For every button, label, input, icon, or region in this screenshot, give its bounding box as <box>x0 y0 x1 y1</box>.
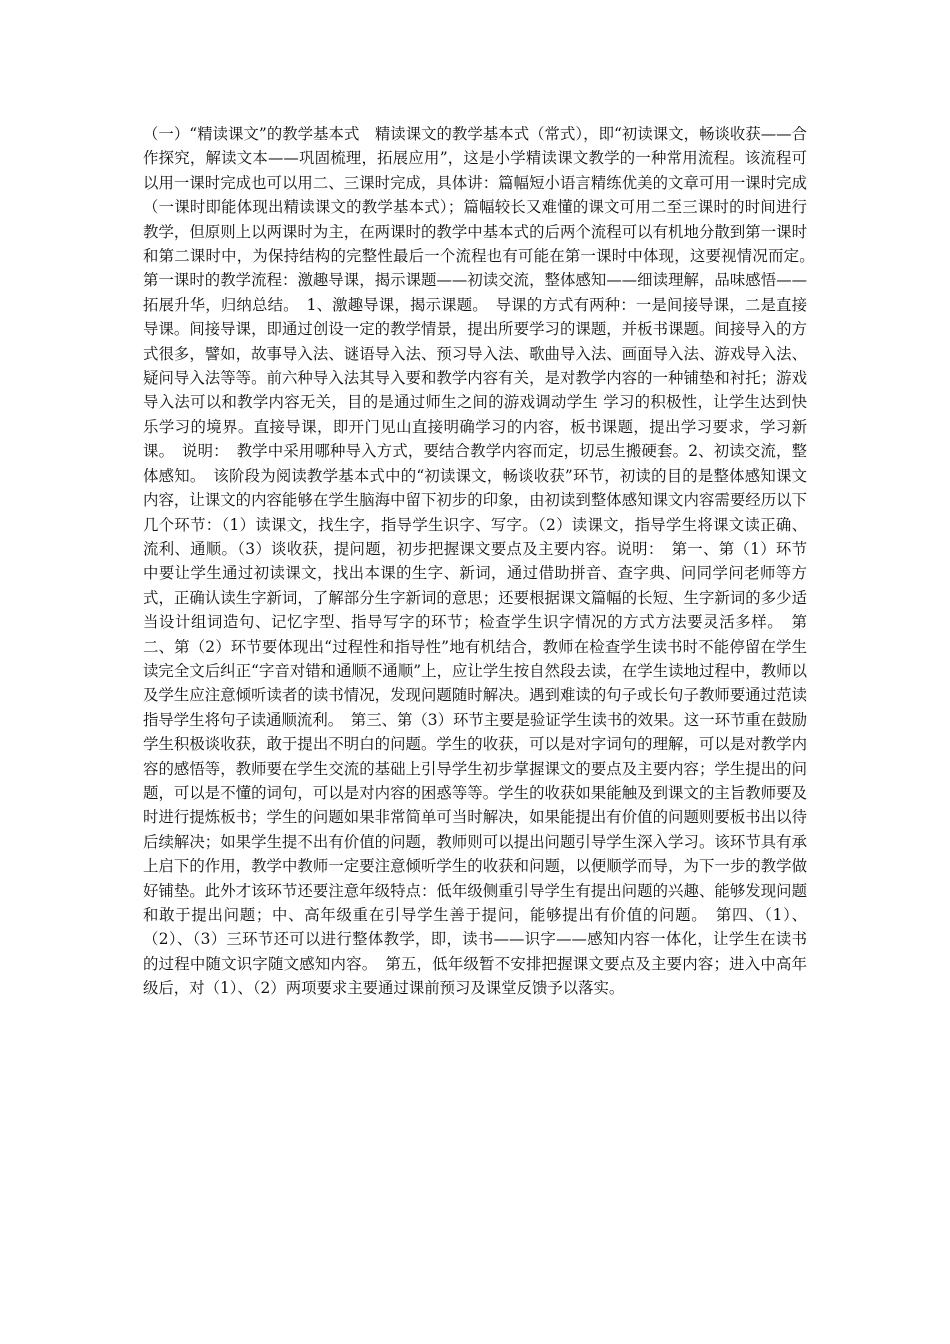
body-paragraph: （一）“精读课文”的教学基本式 精读课文的教学基本式（常式），即“初读课文，畅谈收获——合作探究，解读文本——巩固梳理，拓展应用”，这是小学精读课文教学的一种常用流程。该流程可以用一课时完成也可以用二、三课时完成，具体讲：篇幅短小语言精练优美的文章可用一课时完成（一课时即能体现出精读课文的教学基本式）；篇幅较长又难懂的课文可用二至三课时的时间进行教学，但原则上以两课时为主，在两课时的教学中基本式的后两个流程可以有机地分散到第一课时和第二课时中，为保持结构的完整性最后一个流程也有可能在第一课时中体现，这要视情况而定。 第一课时的教学流程：激趣导课，揭示课题——初读交流，整体感知——细读理解，品味感悟——拓展升华，归纳总结。 1、激趣导课，揭示课题。 导课的方式有两种：一是间接导课，二是直接导课。间接导课，即通过创设一定的教学情景，提出所要学习的课题，并板书课题。间接导入的方式很多，譬如，故事导入法、谜语导入法、预习导入法、歌曲导入法、画面导入法、游戏导入法、疑问导入法等等。前六种导入法其导入要和教学内容有关，是对教学内容的一种铺垫和衬托；游戏导入法可以和教学内容无关，目的是通过师生之间的游戏调动学生 学习的积极性，让学生达到快乐学习的境界。直接导课，即开门见山直接明确学习的内容，板书课题，提出学习要求，学习新课。 说明： 教学中采用哪种导入方式，要结合教学内容而定，切忌生搬硬套。2、初读交流，整体感知。 该阶段为阅读教学基本式中的“初读课文，畅谈收获”环节，初读的目的是整体感知课文内容，让课文的内容能够在学生脑海中留下初步的印象，由初读到整体感知课文内容需要经历以下几个环节：（1）读课文，找生字，指导学生识字、写字。（2）读课文，指导学生将课文读正确、流利、通顺。（3）谈收获，提问题，初步把握课文要点及主要内容。说明： 第一、第（1）环节中要让学生通过初读课文，找出本课的生字、新词，通过借助拼音、查字典、问同学问老师等方式，正确认读生字新词，了解部分生字新词的意思；还要根据课文篇幅的长短、生字新词的多少适当设计组词造句、记忆字型、指导写字的环节；检查学生识字情况的方式方法要灵活多样。 第二、第（2）环节要体现出“过程性和指导性”地有机结合，教师在检查学生读书时不能停留在学生读完全文后纠正“字音对错和通顺不通顺”上，应让学生按自然段去读，在学生读地过程中，教师以及学生应注意倾听读者的读书情况，发现问题随时解决。遇到难读的句子或长句子教师要通过范读指导学生将句子读通顺流利。 第三、第（3）环节主要是验证学生读书的效果。这一环节重在鼓励学生积极谈收获，敢于提出不明白的问题。学生的收获，可以是对字词句的理解，可以是对教学内容的感悟等，教师要在学生交流的基础上引导学生初步掌握课文的要点及主要内容；学生提出的问题，可以是不懂的词句，可以是对内容的困惑等等。学生的收获如果能触及到课文的主旨教师要及时进行提炼板书；学生的问题如果非常简单可当时解决，如果能提出有价值的问题则要板书出以待后续解决；如果学生提不出有价值的问题，教师则可以提出问题引导学生深入学习。该环节具有承上启下的作用，教学中教师一定要注意倾听学生的收获和问题，以便顺学而导，为下一步的教学做好铺垫。此外才该环节还要注意年级特点：低年级侧重引导学生有提出问题的兴趣、能够发现问题和敢于提出问题；中、高年级重在引导学生善于提问，能够提出有价值的问题。 第四、（1）、（2）、（3）三环节还可以进行整体教学，即，读书——识字——感知内容一体化，让学生在读书的过程中随文识字随文感知内容。 第五，低年级暂不安排把握课文要点及主要内容；进入中高年级后，对（1）、（2）两项要求主要通过课前预习及课堂反馈予以落实。 <box>143 125 823 998</box>
document-body <box>143 122 823 1001</box>
